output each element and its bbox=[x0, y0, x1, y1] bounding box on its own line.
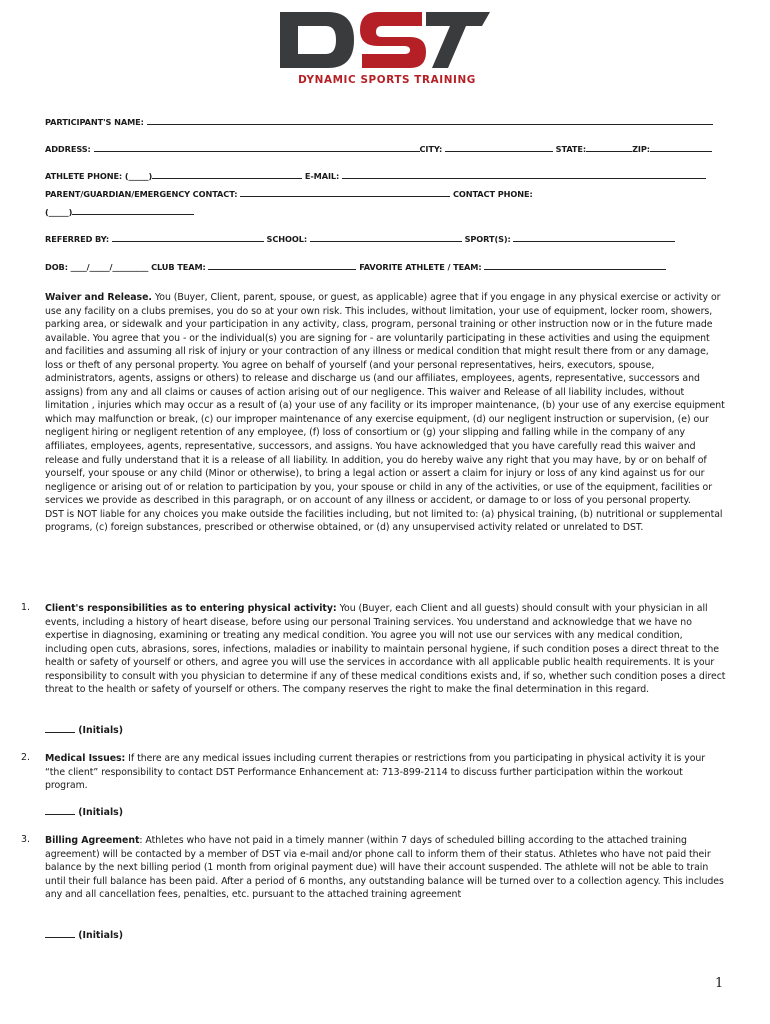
state-label: STATE: bbox=[555, 144, 587, 154]
email-field[interactable] bbox=[342, 171, 706, 179]
initials-field[interactable] bbox=[45, 929, 75, 938]
email-label: E-MAIL: bbox=[304, 171, 340, 181]
address-field[interactable] bbox=[94, 144, 420, 152]
referred-by-label: REFERRED BY: bbox=[45, 234, 110, 244]
client-responsibilities-section bbox=[45, 602, 727, 697]
billing-agreement-section bbox=[45, 834, 727, 902]
favorite-athlete-label: FAVORITE ATHLETE / TEAM: bbox=[359, 262, 482, 272]
item-number: 3. bbox=[21, 834, 30, 845]
initials-row bbox=[45, 724, 123, 736]
zip-label: ZIP: bbox=[632, 144, 650, 154]
brand-tagline: DYNAMIC SPORTS TRAINING bbox=[298, 74, 476, 86]
club-team-label: CLUB TEAM: bbox=[151, 262, 206, 272]
referred-by-field[interactable] bbox=[112, 234, 264, 242]
item-text: : Athletes who have not paid in a timely manner (within 7 days of scheduled billing according to the attached training agreement) will be contacted by a member of DST via e-mail and/or phone call to inform them of their status. Athletes who have not paid their balance by the next billing period (1 month from original payment due) will have their account suspended. The athlete will not be able to train until their full balance has been paid. After a period of 6 months, any outstanding balance will be turned over to a collection agency. This includes any and all cancellation fees, penalties, etc. pursuant to the attached training agreement bbox=[45, 835, 724, 901]
city-label: CITY: bbox=[419, 144, 443, 154]
item-title: Client's responsibilities as to entering physical activity: bbox=[45, 603, 337, 614]
address-row bbox=[45, 144, 712, 154]
school-field[interactable] bbox=[310, 234, 462, 242]
sports-label: SPORT(S): bbox=[464, 234, 511, 244]
dob-field[interactable]: DOB: ____/_____/_________ bbox=[45, 262, 149, 272]
initials-label: (Initials) bbox=[78, 725, 124, 736]
state-field[interactable] bbox=[586, 144, 632, 152]
club-team-field[interactable] bbox=[208, 262, 356, 270]
sports-field[interactable] bbox=[513, 234, 675, 242]
item-text: If there are any medical issues including current therapies or restrictions from you participating in physical activity it is your “the client” responsibility to contact DST Performance Enhancement at: 713-899-2114 to discuss further participation within the workout program. bbox=[45, 753, 706, 792]
participant-name-field[interactable] bbox=[147, 117, 713, 125]
referral-row bbox=[45, 234, 675, 244]
phone-email-row bbox=[45, 171, 706, 181]
initials-label: (Initials) bbox=[78, 930, 124, 941]
zip-field[interactable] bbox=[650, 144, 712, 152]
initials-field[interactable] bbox=[45, 806, 75, 815]
address-label: ADDRESS: bbox=[45, 144, 91, 154]
waiver-text-dst: DST is NOT liable for any choices you make outside the facilities including, but not limited to: (a) physical training, (b) nutritional or supplemental programs, (c) foreign substances, prescribed or otherwise obtained, or (d) any unsupervised activity related or unrelated to DST. bbox=[45, 508, 723, 534]
waiver-text: You (Buyer, Client, parent, spouse, or guest, as applicable) agree that if you engage in any physical exercise or activity or use any facility on a clubs premises, you do so at your own risk. This includes, without limitation, your use of equipment, locker room, showers, parking area, or sidewalk and your participation in any activity, class, program, personal training or other instruction now or in the future made available. You agree that you - or the individual(s) you are signing for - are voluntarily participating in these activities and using the equipment and facilities and assuming all risk of injury or your contraction of any illness or medical condition that might result there from or any damage, loss or theft of any personal property. You agree on behalf of yourself (and your personal representatives, heirs, executors, spouse, administrators, agents, assigns or others) to release and discharge us (and our affiliates, employees, agents, representative, successors and assigns) from any and all claims or causes of action arising out of our negligence. This waiver and Release of all liability includes, without limitation , injuries which may occur as a result of (a) your use of any facility or its improper maintenance, (b) your use of any exercise equipment which may malfunction or break, (c) our improper maintenance of any exercise equipment, (d) our negligent instruction or supervision, (e) our negligent hiring or negligent retention of any employee, (f) loss of consortium or (g) your slipping and falling while in the company of any affiliates, employees, agents, representative, successors, and assigns. You have acknowledged that you have carefully read this waiver and release and fully understand that it is a release of all liability. In addition, you do hereby waive any right that you may have, by or on behalf of yourself, your spouse or any child (Minor or otherwise), to bring a legal action or assert a claim for injury or loss of any kind against us for our negligence or arising out of or relation to participation by you, your spouse or child in any of the activities, or use of the equipment, facilities or services we provide as described in this paragraph, or on account of any illness or accident, or damage to or loss of you personal property. bbox=[45, 292, 725, 507]
waiver-section bbox=[45, 291, 727, 535]
item-title: Medical Issues: bbox=[45, 753, 126, 764]
parent-contact-field[interactable] bbox=[240, 189, 450, 197]
initials-row bbox=[45, 929, 123, 941]
item-title: Billing Agreement bbox=[45, 835, 140, 846]
favorite-athlete-field[interactable] bbox=[484, 262, 666, 270]
contact-phone-field[interactable] bbox=[72, 207, 194, 215]
initials-field[interactable] bbox=[45, 724, 75, 733]
item-number: 1. bbox=[21, 602, 30, 613]
participant-name-label: PARTICIPANT'S NAME: bbox=[45, 117, 144, 127]
waiver-title: Waiver and Release. bbox=[45, 292, 152, 303]
parent-contact-row bbox=[45, 189, 533, 199]
contact-phone-label: CONTACT PHONE: bbox=[452, 189, 533, 199]
item-text: You (Buyer, each Client and all guests) should consult with your physician in all events, including a history of heart disease, before using our personal Training services. You understand and acknowledge that we have no expertise in diagnosing, examining or treating any medical condition. You agree you will not use our services with any medical condition, including open cuts, abrasions, sores, infections, maladies or inability to maintain personal hygiene, if such condition poses a direct threat to the health or safety of yourself or others, and agree you will use the services in accordance with all applicable public health requirements. It is your responsibility to consult with you physician to determine if any of these medical conditions exists and, if so, whether such condition poses a direct threat to the health or safety of yourself or others. The company reserves the right to make the final determination in this regard. bbox=[45, 603, 726, 696]
athlete-phone-field[interactable] bbox=[152, 171, 302, 179]
medical-issues-section bbox=[45, 752, 727, 793]
initials-label: (Initials) bbox=[78, 807, 124, 818]
initials-row bbox=[45, 806, 123, 818]
city-field[interactable] bbox=[445, 144, 553, 152]
page-number: 1 bbox=[715, 976, 724, 991]
contact-phone-prefix: (_____) bbox=[45, 207, 73, 217]
item-number: 2. bbox=[21, 752, 30, 763]
athlete-phone-label: ATHLETE PHONE: (_____) bbox=[45, 171, 153, 181]
participant-name-row bbox=[45, 117, 713, 127]
parent-contact-label: PARENT/GUARDIAN/EMERGENCY CONTACT: bbox=[45, 189, 238, 199]
dob-row bbox=[45, 262, 666, 272]
contact-phone-row bbox=[45, 207, 194, 217]
school-label: SCHOOL: bbox=[266, 234, 308, 244]
